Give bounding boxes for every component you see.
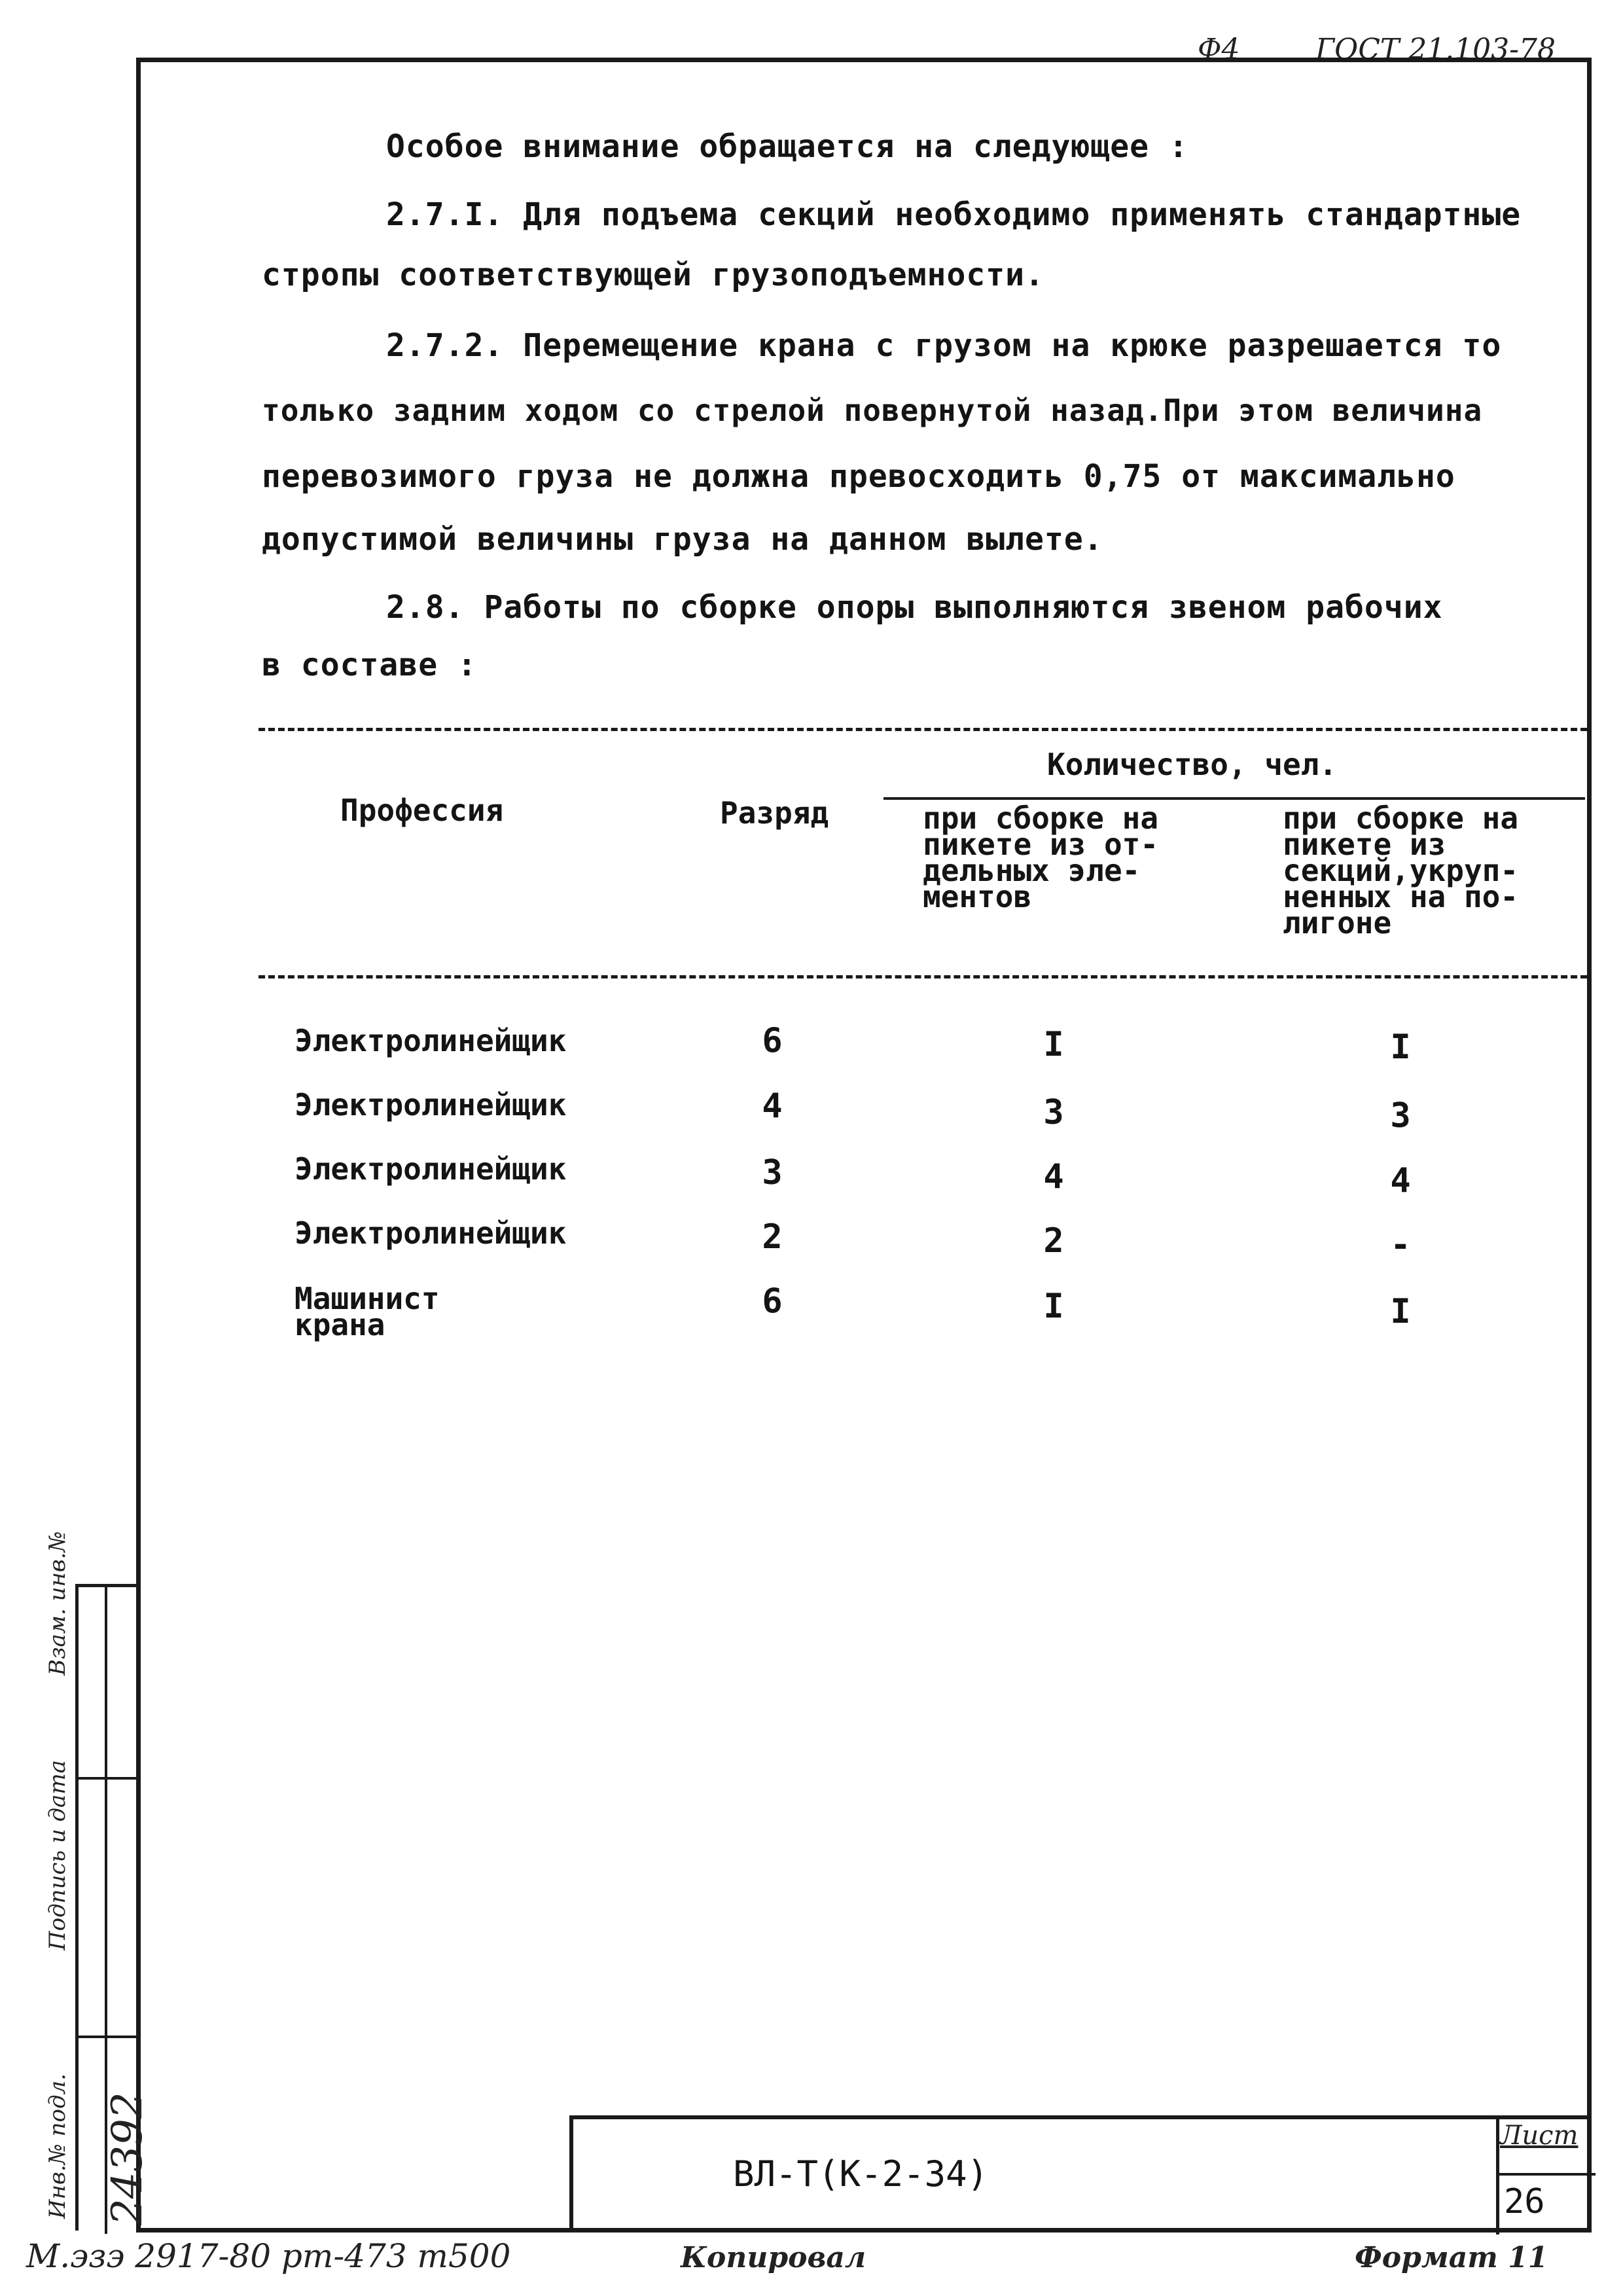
row-count-sections: I	[1390, 1292, 1411, 1331]
paragraph-2-8-cont: в составе :	[262, 647, 477, 683]
document-code: ВЛ-Т(К-2-34)	[733, 2153, 989, 2195]
paragraph-2-7-1: 2.7.I. Для подъема секций необходимо применять стандартные	[386, 196, 1522, 233]
inv-label: Инв.№ подл.	[45, 2073, 71, 2219]
header-col-elements: при сборке на пикете из от- дельных эле- ментов	[923, 800, 1159, 914]
row-profession: Машинист крана	[294, 1281, 440, 1342]
paragraph-2-7-2-line2: только задним ходом со стрелой повернутой назад.При этом величина	[262, 393, 1483, 428]
row-profession: Электролинейщик	[294, 1087, 567, 1122]
header-grade: Разряд	[720, 795, 829, 831]
row-count-elements: I	[1043, 1287, 1064, 1326]
row-grade: 2	[762, 1217, 783, 1257]
row-count-elements: 2	[1043, 1221, 1064, 1261]
paragraph-2-7-2-line3: перевозимого груза не должна превосходить 0,75 от максимально	[262, 458, 1455, 495]
footer-order-number: М.эзэ 2917-80 рт-473 т500	[26, 2237, 511, 2275]
signature-date-label: Подпись и дата	[45, 1760, 71, 1950]
row-count-sections: 4	[1390, 1161, 1411, 1200]
paragraph-2-8: 2.8. Работы по сборке опоры выполняются звеном рабочих	[386, 589, 1443, 626]
row-grade: 3	[762, 1153, 783, 1193]
sheet-number: 26	[1504, 2182, 1545, 2221]
row-profession: Электролинейщик	[294, 1023, 567, 1058]
bottom-frame-line	[136, 2228, 1592, 2233]
sheet-label: Лист	[1500, 2121, 1578, 2151]
footer-copied-by: Копировал	[681, 2241, 866, 2274]
table-header-rule	[259, 975, 1587, 978]
row-grade: 6	[762, 1021, 783, 1060]
header-profession: Профессия	[340, 793, 504, 828]
paragraph-2-7-2: 2.7.2. Перемещение крана с грузом на крюке разрешается то	[386, 327, 1502, 364]
row-grade: 4	[762, 1086, 783, 1126]
paragraph-2-7-1-cont: стропы соответствующей грузоподъемности.	[262, 257, 1044, 293]
vzam-label: Взам. инв.№	[45, 1531, 71, 1676]
header-quantity: Количество, чел.	[1047, 747, 1338, 782]
footer-format: Формат 11	[1355, 2241, 1548, 2274]
paragraph-2-7-2-line4: допустимой величины груза на данном вылете.	[262, 521, 1103, 558]
row-count-elements: 4	[1043, 1157, 1064, 1196]
page-frame	[136, 58, 1592, 2231]
row-count-elements: 3	[1043, 1093, 1064, 1132]
gost-reference: ГОСТ 21.103-78	[1315, 33, 1556, 66]
table-top-rule	[259, 728, 1587, 731]
row-count-sections: 3	[1390, 1096, 1411, 1136]
title-block	[569, 2115, 1592, 2231]
row-count-elements: I	[1043, 1025, 1064, 1064]
row-profession: Электролинейщик	[294, 1151, 567, 1187]
paragraph-intro: Особое внимание обращается на следующее :	[386, 128, 1188, 165]
row-count-sections: -	[1390, 1225, 1411, 1265]
inv-number: 24392	[103, 2092, 152, 2225]
row-profession: Электролинейщик	[294, 1215, 567, 1251]
row-count-sections: I	[1390, 1028, 1411, 1067]
row-grade: 6	[762, 1282, 783, 1321]
quantity-underline	[883, 797, 1585, 800]
form-stamp: Ф4	[1198, 33, 1240, 66]
header-col-sections: при сборке на пикете из секций,укруп- ненных на по- лигоне	[1283, 800, 1519, 941]
